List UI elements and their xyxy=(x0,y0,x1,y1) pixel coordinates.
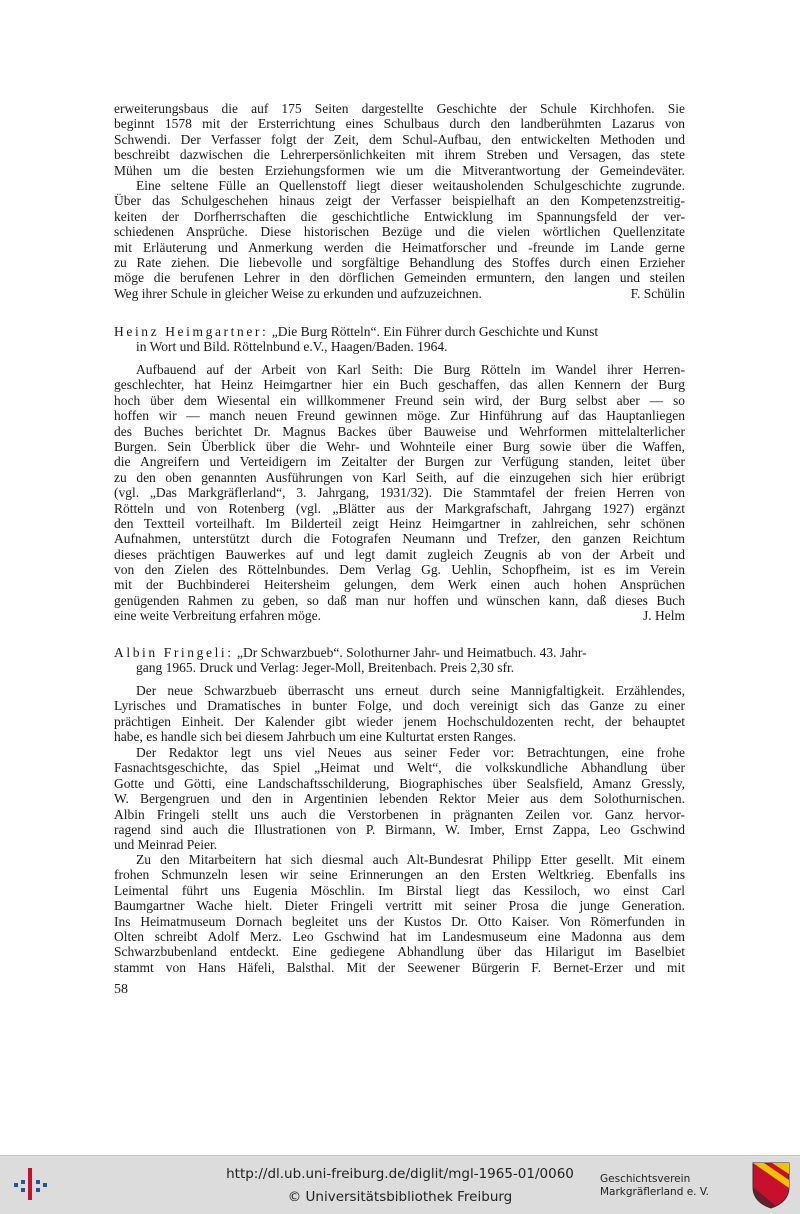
coat-of-arms-icon[interactable] xyxy=(750,1160,792,1210)
text-line-last xyxy=(114,286,685,301)
text-line: dieses prächtigen Bauwerkes auf und legt damit zugleich Zeugnis ab von der Arbeit und xyxy=(114,546,685,562)
reviewer-signature: F. Schülin xyxy=(630,285,685,301)
text-line: hoch über dem Wiesental ein willkommener Freund sein wird, der Burg selbst aber — so xyxy=(114,392,685,408)
text-line: die Angreifern und Verteidigern im Zeitalter der Burgen zur Verfügung standen, leitet über xyxy=(114,454,685,470)
text-line: Burgen. Sein Überblick über die Wehr- und Wohnteile einer Burg sowie über die Waffen, xyxy=(114,438,685,454)
document-url-link[interactable]: http://dl.ub.uni-freiburg.de/diglit/mgl-1965-01/0060 xyxy=(226,1166,574,1182)
text-line: Schwarzbubenland entdeckt. Eine gediegene Abhandlung über das Hilarigut im Baselbiet xyxy=(114,944,685,960)
text-line: mit Erläuterung und Anmerkung werden die Heimatforscher und -freunde im Lande gerne xyxy=(114,239,685,255)
text-line: zu den oben genannten Ausführungen von Karl Seith, auf die einzugehen sich hier erübrigt xyxy=(114,469,685,485)
text-line: beschreibt dazwischen die Lehrerpersönlichkeiten mit ihrem Streben und Versagen, das stete xyxy=(114,147,685,163)
text-line: erweiterungsbaus die auf 175 Seiten dargestellte Geschichte der Schule Kirchhofen. Sie xyxy=(114,101,685,116)
text-line: mit der Buchbinderei Heitersheim gelungen, dem Werk einen auch hohen Ansprüchen xyxy=(114,577,685,593)
review-title-line xyxy=(114,645,685,660)
review1-paragraph-2 xyxy=(114,178,685,301)
text-span: Weg ihrer Schule in gleicher Weise zu erkunden und aufzuzeichnen. xyxy=(114,285,482,301)
text-line-last: habe, es handle sich bei diesem Jahrbuch um eine Kulturtat ersten Ranges. xyxy=(114,729,517,745)
text-line: Der neue Schwarzbueb überrascht uns erneut durch seine Mannigfaltigkeit. Erzählendes, xyxy=(136,683,685,698)
text-line: des Buches berichtet Dr. Magnus Backes über Bauweise und Wehrformen mittelalterlicher xyxy=(114,423,685,439)
reviewer-signature: J. Helm xyxy=(643,608,685,624)
text-line: stammt von Hans Häfeli, Balsthal. Mit der Seewener Bürgerin F. Bernet-Erzer und mit xyxy=(114,959,685,975)
text-line: Fasnachtsgeschichte, das Spiel „Heimat und Welt“, die volkskundliche Abhandlung über xyxy=(114,760,685,776)
text-line: hoffen wir — manch neuen Freund gewinnen möge. Zur Hinführung auf das Hauptanliegen xyxy=(114,408,685,424)
text-line: beginnt 1578 mit der Ersterrichtung eines Schulbaus durch den landberühmten Lazarus von xyxy=(114,116,685,132)
text-line: Gotte und Götti, eine Landschaftsschilderung, Biographisches über Sealsfield, Amanz Gressly, xyxy=(114,775,685,791)
text-line: Über das Schulgeschehen hinaus zeigt der Verfasser beispielhaft an den Kompetenzstreitig- xyxy=(114,193,685,209)
review-publication: gang 1965. Druck und Verlag: Jeger-Moll, Breitenbach. Preis 2,30 sfr. xyxy=(136,660,515,676)
text-line: Zu den Mitarbeitern hat sich diesmal auch Alt-Bundesrat Philipp Etter gesellt. Mit einem xyxy=(136,852,685,867)
text-line: Aufbauend auf der Arbeit von Karl Seith: Die Burg Rötteln im Wandel ihrer Herren- xyxy=(136,362,685,377)
text-line: Lyrisches und Dramatisches in bunter Folge, und doch vereinigt sich das Ganze zu einer xyxy=(114,698,685,714)
society-name-line: Markgräflerland e. V. xyxy=(600,1185,710,1198)
text-line: ragend sind auch die Illustrationen von P. Birmann, W. Imber, Ernst Zappa, Leo Gschwind xyxy=(114,821,685,837)
text-line: Olten schreibt Adolf Merz. Leo Gschwind hat im Landesmuseum eine Madonna aus dem xyxy=(114,928,685,944)
text-line: Aufnahmen, unterstützt durch die Fotografen Neumann und Trefzer, den ganzen Reichtum xyxy=(114,531,685,547)
review-author: Albin Fringeli: xyxy=(114,645,234,660)
text-line: Der Redaktor legt uns viel Neues aus seiner Feder vor: Betrachtungen, eine frohe xyxy=(136,745,685,760)
text-line: Baumgartner Wache hielt. Dieter Fringeli vertritt mit seiner Prosa die junge Generation. xyxy=(114,898,685,914)
text-line-last xyxy=(114,608,685,623)
review3-paragraph-2 xyxy=(114,745,685,853)
text-line: zu Rate ziehen. Die liebevolle und sorgfältige Behandlung des Stoffes durch einen Erzieher xyxy=(114,254,685,270)
text-line: frohen Schmunzeln lesen wir seine Erinnerungen an den Ersten Weltkrieg. Ebenfalls ins xyxy=(114,867,685,883)
text-line: Ins Heimatmuseum Dornach begleitet uns der Kustos Dr. Otto Kaiser. Von Römerfunden in xyxy=(114,913,685,929)
text-line: geschlechter, hat Heinz Heimgartner hier ein Buch geschaffen, das allen Kennern der Burg xyxy=(114,377,685,393)
text-line: (vgl. „Das Markgräflerland“, 3. Jahrgang, 1931/32). Die Stammtafel der freien Herren von xyxy=(114,485,685,501)
text-line: Albin Fringeli stellt uns auch die Verstorbenen in prägnanten Zeilen vor. Ganz hervor- xyxy=(114,806,685,822)
text-line: genügenden Rahmen zu geben, so daß man nur hoffen und wünschen kann, daß dieses Buch xyxy=(114,592,685,608)
text-line: möge die berufenen Lehrer in den dörflichen Gemeinden ermuntern, den langen und steilen xyxy=(114,270,685,286)
review2-paragraph xyxy=(114,362,685,624)
text-line: Mühen um die besten Erziehungsformen wie um die Mitverantwortung der Gemeindeväter. xyxy=(114,162,685,178)
footer-bar xyxy=(0,1155,800,1214)
review-title-line xyxy=(114,324,685,339)
text-line: den Textteil vorteilhaft. Im Bilderteil zeigt Heinz Heimgartner in zahlreichen, sehr schönen xyxy=(114,515,685,531)
text-line: W. Bergengruen und den in Argentinien lebenden Rektor Meier aus dem Solothurnischen. xyxy=(114,791,685,807)
text-line: Schwendi. Der Verfasser folgt der Zeit, dem Schul-Aufbau, den entwickelten Methoden und xyxy=(114,131,685,147)
text-line: Rötteln und von Rotenberg (vgl. „Blätter aus der Markgrafschaft, Jahrgang 1927) ergänzt xyxy=(114,500,685,516)
text-line: von den Zielen des Röttelnbundes. Dem Verlag Gg. Uehlin, Schopfheim, ist es im Verein xyxy=(114,562,685,578)
text-line: keiten der Dorfherrschaften die geschichtliche Entwicklung im Spannungsfeld der ver- xyxy=(114,208,685,224)
copyright-text: © Universitätsbibliothek Freiburg xyxy=(287,1189,513,1205)
review-title: „Dr Schwarzbueb“. Solothurner Jahr- und Heimatbuch. 43. Jahr- xyxy=(233,645,587,660)
text-line: Eine seltene Fülle an Quellenstoff liegt dieser weitausholenden Schulgeschichte zugrunde. xyxy=(136,178,685,193)
text-line: Leimental führt uns Eugenia Möschlin. Im Birstal liegt das Kessiloch, wo einst Carl xyxy=(114,882,685,898)
review-author: Heinz Heimgartner: xyxy=(114,324,269,339)
review3-paragraph-1 xyxy=(114,683,685,745)
page-number: 58 xyxy=(114,982,128,997)
review1-paragraph-1 xyxy=(114,101,685,178)
review2-heading xyxy=(114,324,685,355)
society-name-line: Geschichtsverein xyxy=(600,1173,691,1185)
text-line: schiedenen Ansprüche. Diese historischen Bezüge und die vielen wörtlichen Quellenzitate xyxy=(114,224,685,240)
review3-paragraph-3 xyxy=(114,852,685,975)
review-title: „Die Burg Rötteln“. Ein Führer durch Geschichte und Kunst xyxy=(268,324,599,339)
text-span: eine weite Verbreitung erfahren möge. xyxy=(114,608,322,624)
society-name xyxy=(600,1173,748,1198)
review-publication: in Wort und Bild. Röttelnbund e.V., Haagen/Baden. 1964. xyxy=(136,339,448,355)
review3-heading xyxy=(114,645,685,676)
text-line-last: und Meinrad Peier. xyxy=(114,837,218,853)
text-line: prächtigen Einheit. Der Kalender gibt wieder jenem Hochschuldozenten recht, der behauptet xyxy=(114,713,685,729)
